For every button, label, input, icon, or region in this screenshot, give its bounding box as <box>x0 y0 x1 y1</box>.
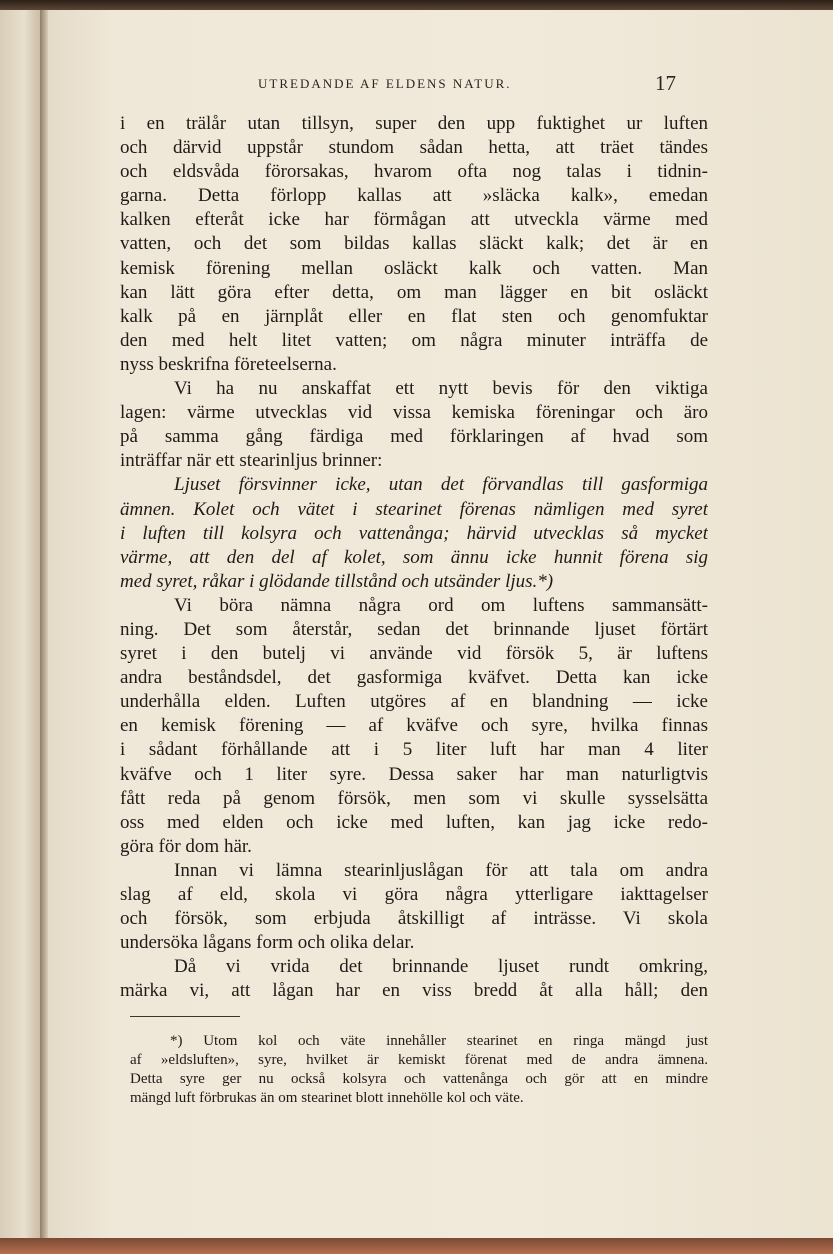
text-line: lagen: värme utvecklas vid vissa kemiska föreningar och äro <box>120 402 708 424</box>
text-line: nyss beskrifna företeelserna. <box>120 353 337 375</box>
book-cover-edge <box>0 1238 833 1254</box>
text-line: och därvid uppstår stundom sådan hetta, att träet tändes <box>120 137 708 159</box>
text-line: göra för dom här. <box>120 835 252 857</box>
italic-line: ämnen. Kolet och vätet i stearinet förenas nämligen med syret <box>120 498 708 520</box>
text-line: kan lätt göra efter detta, om man lägger en bit osläckt <box>120 281 708 303</box>
footnote-line: mängd luft förbrukas än om stearinet blott innehölle kol och väte. <box>130 1090 524 1106</box>
footnote-line: af »eldsluften», syre, hvilket är kemiskt förenat med de andra ämnena. <box>130 1052 708 1068</box>
body-text <box>120 112 708 1003</box>
text-line: i sådant förhållande att i 5 liter luft har man 4 liter <box>120 739 708 761</box>
text-line: kväfve och 1 liter syre. Dessa saker har man naturligtvis <box>120 763 708 785</box>
running-head: UTREDANDE AF ELDENS NATUR. <box>258 76 512 91</box>
footnote-line: Detta syre ger nu också kolsyra och vattenånga och gör att en mindre <box>130 1071 708 1087</box>
text-line: kalken efteråt icke har förmågan att utveckla värme med <box>120 209 708 231</box>
text-line: syret i den butelj vi använde vid försök 5, är luftens <box>120 643 708 665</box>
text-line: inträffar när ett stearinljus brinner: <box>120 450 383 472</box>
paragraph-start-line: Då vi vrida det brinnande ljuset rundt omkring, <box>174 956 708 978</box>
italic-line: värme, att den del af kolet, som ännu icke hunnit förena sig <box>120 546 708 568</box>
text-line: på samma gång färdiga med förklaringen af hvad som <box>120 426 708 448</box>
text-line: garna. Detta förlopp kallas att »släcka kalk», emedan <box>120 185 708 207</box>
italic-line: med syret, råkar i glödande tillstånd och utsänder ljus.*) <box>120 570 554 592</box>
text-line: kalk på en järnplåt eller en flat sten och genomfuktar <box>120 305 708 327</box>
facing-page-edge <box>0 10 41 1238</box>
text-line: och försök, som erbjuda åtskilligt af inträsse. Vi skola <box>120 908 708 930</box>
text-line: ning. Det som återstår, sedan det brinnande ljuset förtärt <box>120 618 708 640</box>
text-line: en kemisk förening — af kväfve och syre, hvilka finnas <box>120 715 708 737</box>
text-line: underhålla elden. Luften utgöres af en blandning — icke <box>120 691 708 713</box>
text-line: fått reda på genom försök, men som vi skulle sysselsätta <box>120 787 708 809</box>
text-line: andra beståndsdel, det gasformiga kväfvet. Detta kan icke <box>120 667 708 689</box>
book-gutter <box>40 10 48 1238</box>
footnote-rule <box>130 1016 240 1017</box>
text-line: den med helt litet vatten; om några minuter inträffa de <box>120 329 708 351</box>
footnote-line: *) Utom kol och väte innehåller stearinet en ringa mängd just <box>170 1033 708 1049</box>
italic-line: i luften till kolsyra och vattenånga; härvid utvecklas så mycket <box>120 522 708 544</box>
text-line: oss med elden och icke med luften, kan jag icke redo- <box>120 811 708 833</box>
text-line: undersöka lågans form och olika delar. <box>120 932 415 954</box>
text-line: i en trälår utan tillsyn, super den upp fuktighet ur luften <box>120 113 708 134</box>
page-number: 17 <box>655 71 676 95</box>
italic-line: Ljuset försvinner icke, utan det förvandlas till gasformiga <box>174 474 708 496</box>
text-line: slag af eld, skola vi göra några ytterligare iakttagelser <box>120 884 708 905</box>
footnote <box>130 1032 708 1108</box>
text-line: kemisk förening mellan osläckt kalk och vatten. Man <box>120 257 708 279</box>
text-line: märka vi, att lågan har en viss bredd åt alla håll; den <box>120 980 708 1002</box>
scan-top-edge <box>0 0 833 10</box>
paragraph-start-line: Vi böra nämna några ord om luftens sammansätt- <box>174 594 708 616</box>
text-line: vatten, och det som bildas kallas släckt kalk; det är en <box>120 233 708 255</box>
paragraph-start-line: Vi ha nu anskaffat ett nytt bevis för den viktiga <box>174 378 708 400</box>
paragraph-start-line: Innan vi lämna stearinljuslågan för att tala om andra <box>174 859 708 881</box>
text-line: och eldsvåda förorsakas, hvarom ofta nog talas i tidnin- <box>120 161 708 183</box>
